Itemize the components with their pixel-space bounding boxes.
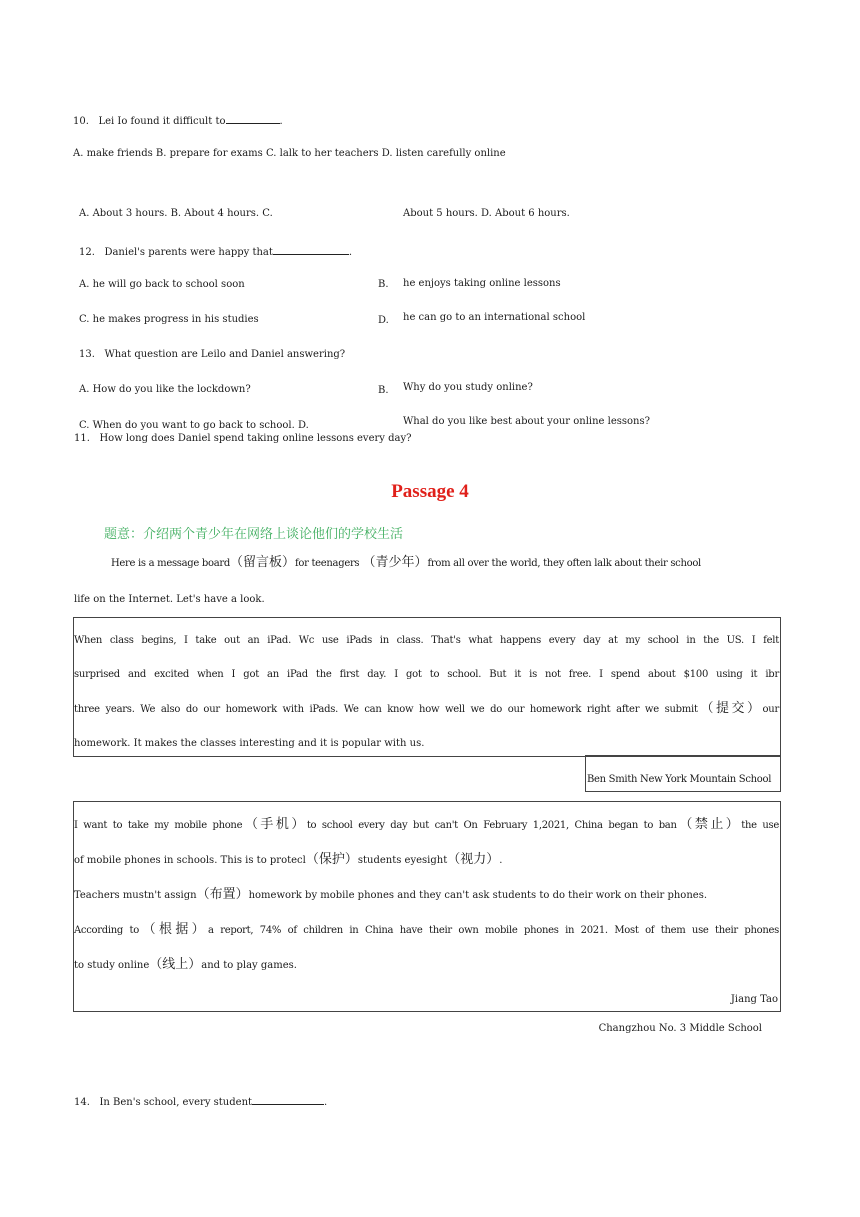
passage-topic: 题意：介绍两个青少年在网络上谈论他们的学校生活 [104, 527, 404, 542]
question-10 [73, 113, 283, 128]
jiang-gloss: （根据） [138, 922, 209, 937]
ben-signature: Ben Smith New York Mountain School [587, 774, 772, 785]
jiang-line-4 [74, 924, 779, 937]
question-12-option-b: he enjoys taking online lessons [403, 278, 561, 289]
question-12-option-a: A. he will go back to school soon [79, 279, 245, 290]
question-number: 10. [73, 116, 89, 127]
question-text: How long does Daniel spend taking online lessons every day? [99, 433, 412, 444]
jiang-school: Changzhou No. 3 Middle School [598, 1023, 762, 1034]
question-11-options-left: A. About 3 hours. B. About 4 hours. C. [79, 208, 273, 219]
jiang-text: a report, 74% of children in China have their own mobile phones in 2021. Most of them use their phones [208, 925, 779, 936]
jiang-text: of mobile phones in schools. This is to protecl [74, 855, 306, 866]
jiang-line-2 [74, 854, 502, 867]
jiang-text: students eyesight [357, 855, 448, 866]
ben-text: our [762, 704, 779, 715]
jiang-text: I want to take my mobile phone [74, 820, 243, 831]
question-12-option-c: C. he makes progress in his studies [79, 314, 259, 325]
jiang-message-box [73, 801, 781, 1012]
answer-blank [226, 113, 280, 124]
jiang-text: According to [74, 925, 139, 936]
intro-text: Here is a message board [111, 558, 230, 569]
passage-title: Passage 4 [391, 481, 469, 502]
ben-line-1: When class begins, I take out an iPad. Wc use iPads in class. That's what happens every day at my school in the US. I felt [74, 635, 779, 646]
question-12-option-d-letter: D. [378, 315, 389, 326]
question-13 [79, 349, 345, 361]
question-end: . [279, 116, 283, 127]
jiang-text: to school every day but can't On February 1,2021, China began to ban [306, 820, 677, 831]
ben-text: three years. We also do our homework with iPads. We can know how well we do our homework right after we submit [74, 704, 698, 715]
question-11-options-right: About 5 hours. D. About 6 hours. [403, 208, 570, 219]
question-end: . [324, 1097, 328, 1108]
jiang-line-1 [74, 819, 779, 832]
question-13-option-b-letter: B. [378, 385, 389, 396]
question-text: Daniel's parents were happy that [104, 247, 273, 258]
ben-line-2: surprised and excited when I got an iPad the first day. I got to school. But it is not free. I spend about $100 using it ibr [74, 669, 779, 680]
question-13-option-a: A. How do you like the lockdown? [79, 384, 251, 395]
question-11 [74, 433, 411, 445]
question-13-option-d: Whal do you like best about your online lessons? [403, 416, 650, 427]
jiang-name: Jiang Tao [730, 994, 778, 1005]
jiang-gloss: （视力） [447, 852, 500, 867]
question-12-option-b-letter: B. [378, 279, 389, 290]
question-end: . [348, 247, 353, 258]
question-number: 11. [74, 433, 90, 444]
jiang-text: Teachers mustn't assign [74, 890, 197, 901]
question-13-option-c: C. When do you want to go back to school. D. [79, 420, 309, 431]
ben-gloss: （提交） [697, 701, 763, 716]
intro-gloss: （青少年） [362, 555, 428, 570]
jiang-text: . [499, 855, 503, 866]
question-12 [79, 244, 352, 259]
answer-blank [252, 1094, 324, 1105]
question-number: 14. [74, 1097, 90, 1108]
answer-blank [273, 244, 349, 255]
intro-line-2: life on the Internet. Let's have a look. [74, 594, 265, 605]
jiang-line-5 [74, 959, 297, 972]
question-13-option-b: Why do you study online? [403, 382, 533, 393]
question-number: 13. [79, 349, 95, 360]
question-number: 12. [79, 247, 95, 258]
question-12-option-d: he can go to an international school [403, 312, 586, 323]
jiang-text: to study online [74, 960, 150, 971]
jiang-text: homework by mobile phones and they can't ask students to do their work on their phones. [248, 890, 708, 901]
jiang-line-3 [74, 889, 707, 902]
ben-line-4: homework. It makes the classes interesting and it is popular with us. [74, 738, 425, 749]
question-text: Lei Io found it difficult to [98, 116, 226, 127]
question-14 [74, 1094, 327, 1109]
ben-line-3 [74, 703, 779, 716]
jiang-gloss: （布置） [196, 887, 249, 902]
jiang-gloss: （禁止） [676, 817, 742, 832]
jiang-gloss: （线上） [149, 957, 202, 972]
jiang-text: the use [741, 820, 779, 831]
intro-text: from all over the world, they often lalk about their school [427, 558, 701, 569]
question-text: In Ben's school, every student [99, 1097, 253, 1108]
question-text: What question are Leilo and Daniel answering? [104, 349, 346, 360]
intro-line-1 [111, 557, 701, 570]
jiang-text: and to play games. [201, 960, 297, 971]
jiang-gloss: （手机） [242, 817, 307, 832]
jiang-gloss: （保护） [305, 852, 358, 867]
question-10-options: A. make friends B. prepare for exams C. lalk to her teachers D. listen carefully online [73, 148, 506, 159]
intro-gloss: （留言板） [229, 555, 295, 570]
intro-text: for teenagers [294, 558, 360, 569]
